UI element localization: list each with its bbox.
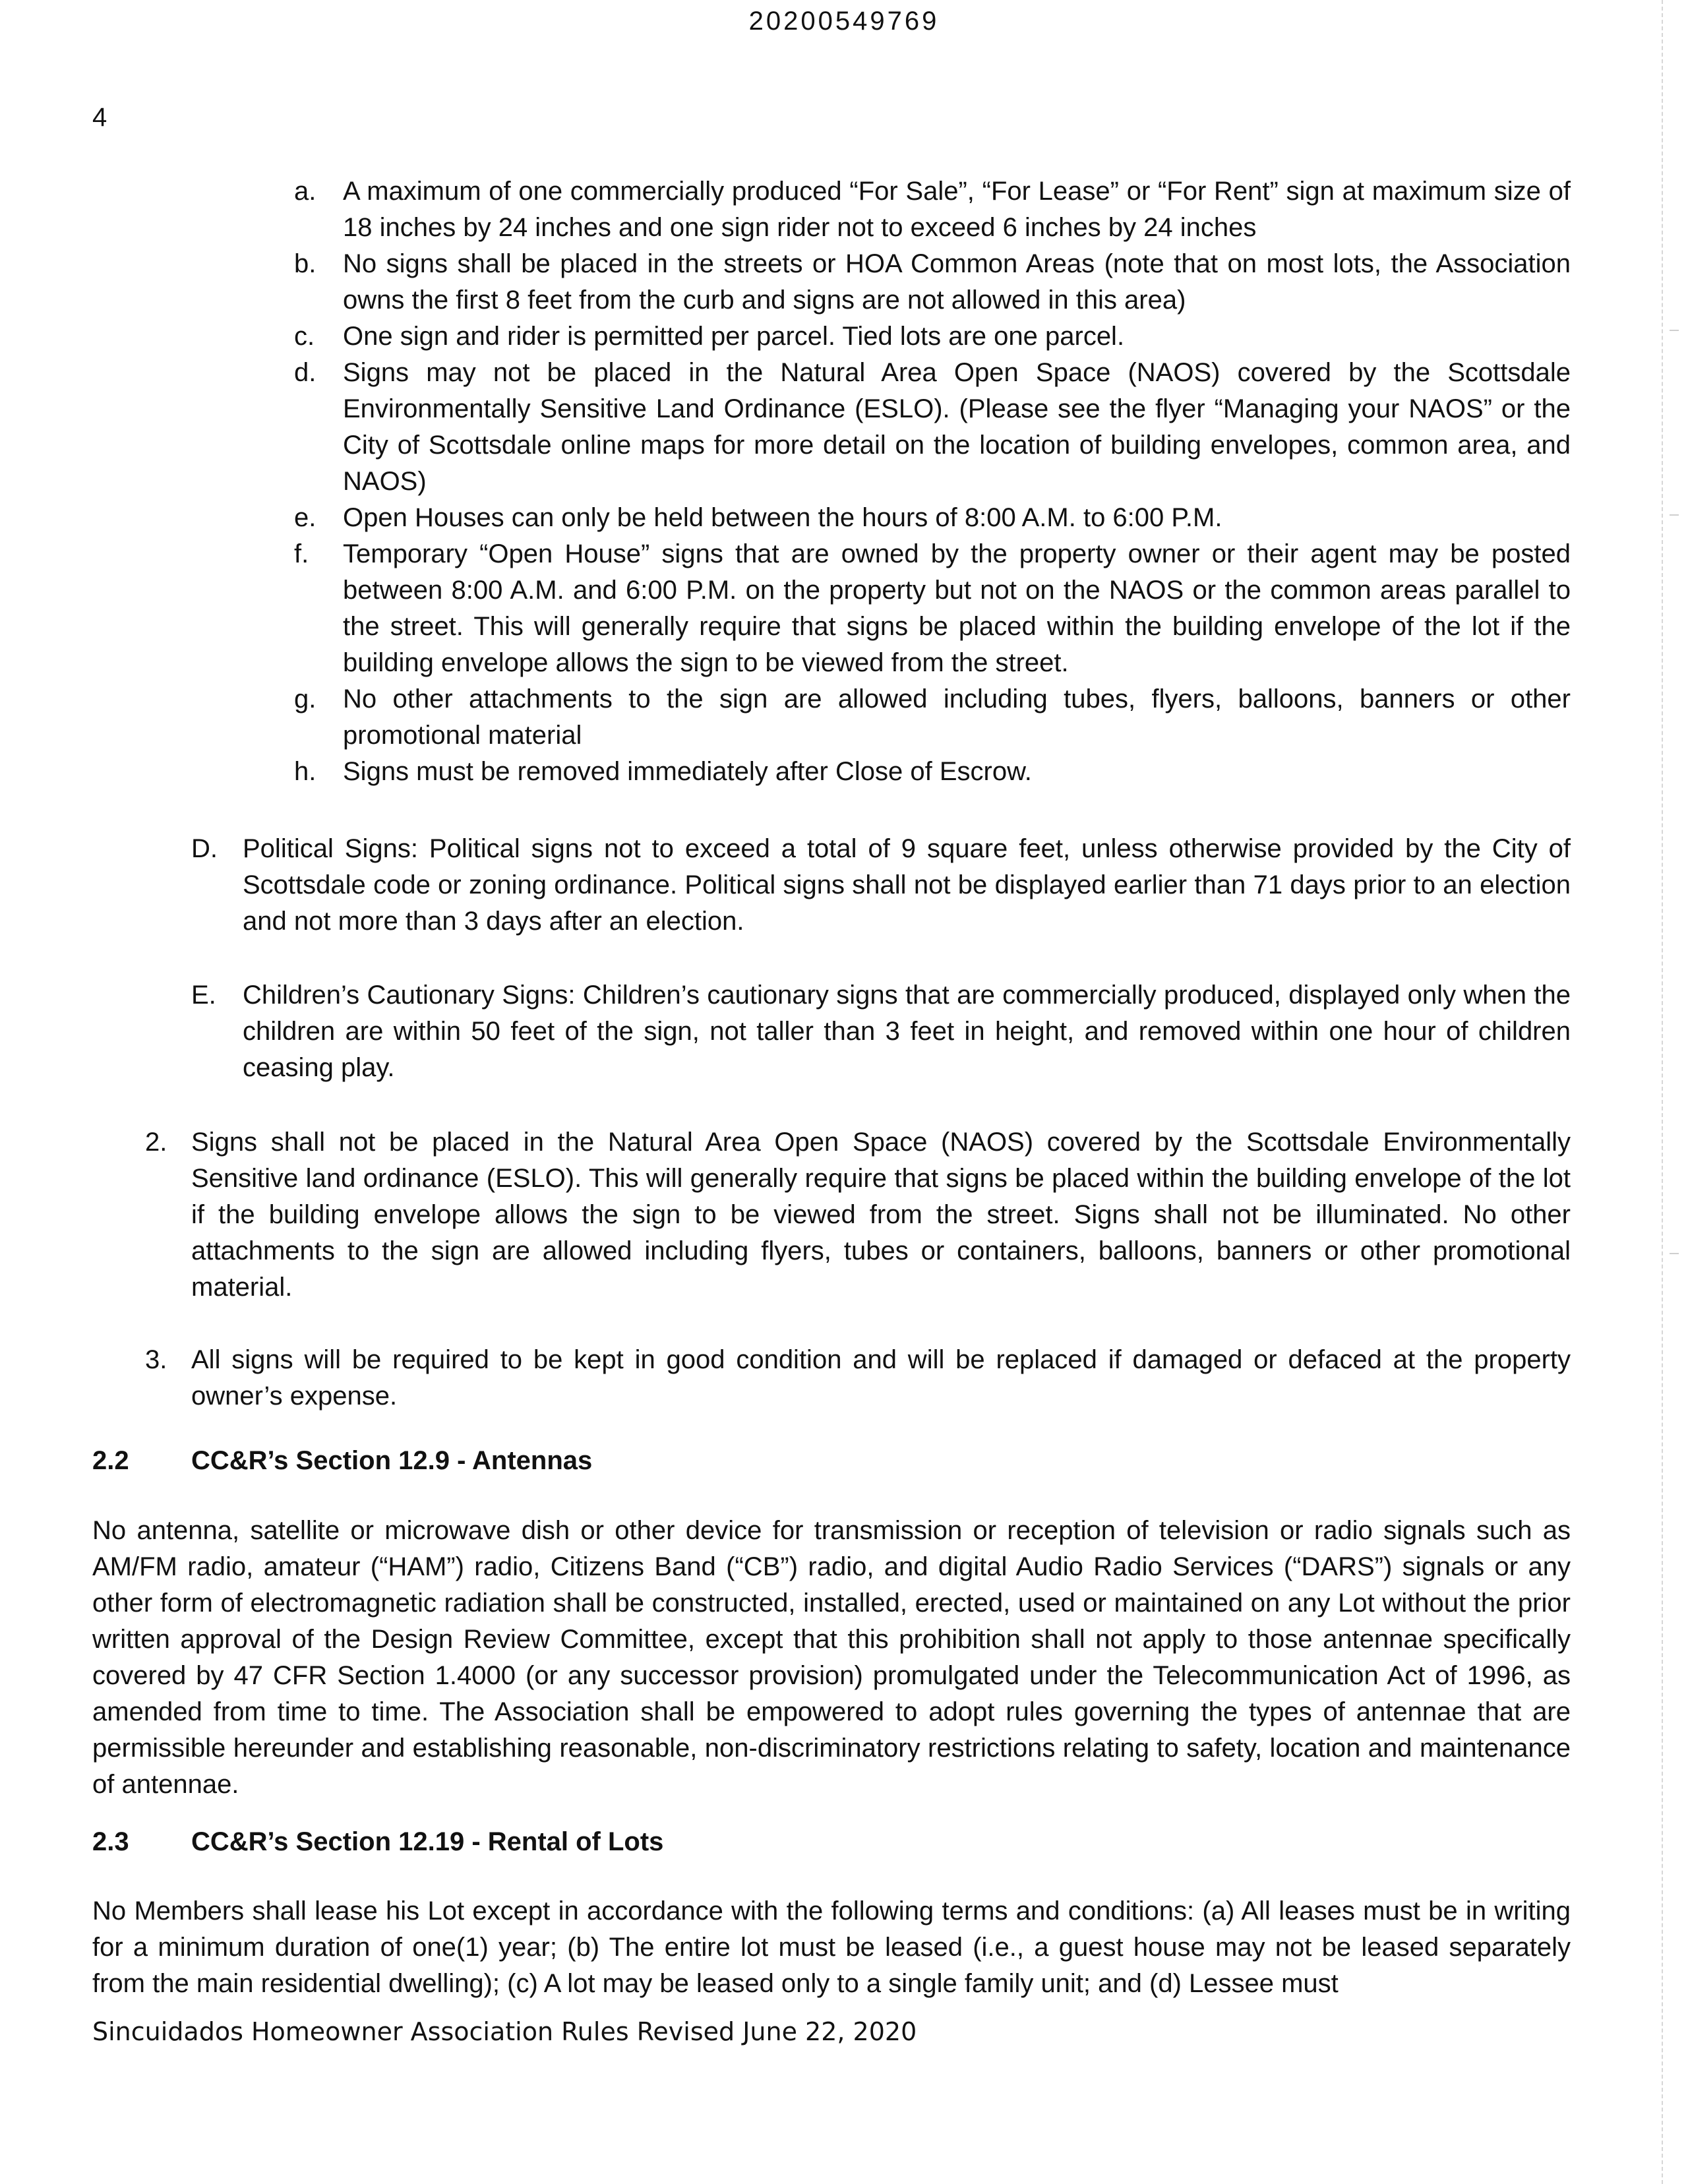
scan-edge — [1662, 0, 1663, 2184]
sub-item-label: b. — [294, 249, 316, 278]
sub-item-label: h. — [294, 757, 316, 786]
letter-item-label: D. — [191, 834, 218, 863]
page-number: 4 — [92, 103, 107, 132]
sub-item-label: a. — [294, 177, 316, 206]
sub-item-label: d. — [294, 358, 316, 387]
sub-item-text: Open Houses can only be held between the hours of 8:00 A.M. to 6:00 P.M. — [343, 503, 1222, 532]
section-title: CC&R’s Section 12.9 - Antennas — [191, 1446, 593, 1475]
sub-item-label: c. — [294, 322, 315, 351]
section-number: 2.2 — [92, 1446, 129, 1475]
scan-edge-mark — [1670, 1253, 1679, 1254]
letter-item-text: Political Signs: Political signs not to exceed a total of 9 square feet, unless otherwise provided by the City of Scottsdale code or zoning ordinance. Political signs shall not be displayed earlier than 71 days prior to an election and not more than 3 days after an election. — [243, 834, 1571, 936]
numbered-item-label: 3. — [145, 1345, 167, 1374]
section-body: No antenna, satellite or microwave dish or other device for transmission or reception of television or radio signals such as AM/FM radio, amateur (“HAM”) radio, Citizens Band (“CB”) radio, and digital Audio Radio Services (“DARS”) signals or any other form of electromagnetic radiation shall be constructed, installed, erected, used or maintained on any Lot without the prior written approval of the Design Review Committee, except that this prohibition shall not apply to those antennae specifically covered by 47 CFR Section 1.4000 (or any successor provision) promulgated under the Telecommunication Act of 1996, as amended from time to time. The Association shall be empowered to adopt rules governing the types of antennae that are permissible hereunder and establishing reasonable, non-discriminatory restrictions relating to safety, location and maintenance of antennae. — [92, 1516, 1571, 1799]
scan-edge-mark — [1670, 514, 1679, 516]
letter-item-text: Children’s Cautionary Signs: Children’s cautionary signs that are commercially produced, displayed only when the children are within 50 feet of the sign, not taller than 3 feet in height, and removed within one hour of children ceasing play. — [243, 981, 1571, 1082]
section-title: CC&R’s Section 12.19 - Rental of Lots — [191, 1827, 664, 1856]
sub-item-text: Temporary “Open House” signs that are owned by the property owner or their agent may be posted between 8:00 A.M. and 6:00 P.M. on the property but not on the NAOS or the common areas parallel to the street. This will generally require that signs be placed within the building envelope of the lot if the building envelope allows the sign to be viewed from the street. — [343, 539, 1571, 677]
scan-edge-mark — [1670, 330, 1679, 331]
footer-text: Sincuidados Homeowner Association Rules Revised June 22, 2020 — [92, 2017, 917, 2046]
section-number: 2.3 — [92, 1827, 129, 1856]
sub-item-text: No signs shall be placed in the streets or HOA Common Areas (note that on most lots, the Association owns the first 8 feet from the curb and signs are not allowed in this area) — [343, 249, 1571, 315]
numbered-item-label: 2. — [145, 1128, 167, 1157]
numbered-item-text: Signs shall not be placed in the Natural Area Open Space (NAOS) covered by the Scottsdale Environmentally Sensitive land ordinance (ESLO). This will generally require that signs be placed within the building envelope of the lot if the building envelope allows the sign to be viewed from the street. Signs shall not be illuminated. No other attachments to the sign are allowed including flyers, tubes or containers, balloons, banners or other promotional material. — [191, 1128, 1571, 1302]
sub-item-label: e. — [294, 503, 316, 532]
numbered-item-text: All signs will be required to be kept in good condition and will be replaced if damaged or defaced at the property owner’s expense. — [191, 1345, 1571, 1410]
sub-item-text: A maximum of one commercially produced “For Sale”, “For Lease” or “For Rent” sign at maximum size of 18 inches by 24 inches and one sign rider not to exceed 6 inches by 24 inches — [343, 177, 1571, 242]
sub-item-text: Signs may not be placed in the Natural Area Open Space (NAOS) covered by the Scottsdale Environmentally Sensitive Land Ordinance (ESLO). (Please see the flyer “Managing your NAOS” or the City of Scottsdale online maps for more detail on the location of building envelopes, common area, and NAOS) — [343, 358, 1571, 496]
section-body: No Members shall lease his Lot except in accordance with the following terms and conditions: (a) All leases must be in writing for a minimum duration of one(1) year; (b) The entire lot must be leased (i.e., a guest house may not be leased separately from the main residential dwelling); (c) A lot may be leased only to a single family unit; and (d) Lessee must — [92, 1896, 1571, 1998]
sub-item-text: No other attachments to the sign are allowed including tubes, flyers, balloons, banners or other promotional material — [343, 684, 1571, 750]
letter-item-label: E. — [191, 981, 216, 1010]
sub-item-label: f. — [294, 539, 309, 568]
sub-item-text: One sign and rider is permitted per parcel. Tied lots are one parcel. — [343, 322, 1125, 351]
sub-item-text: Signs must be removed immediately after Close of Escrow. — [343, 757, 1032, 786]
sub-item-label: g. — [294, 684, 316, 713]
document-number: 20200549769 — [748, 7, 940, 36]
